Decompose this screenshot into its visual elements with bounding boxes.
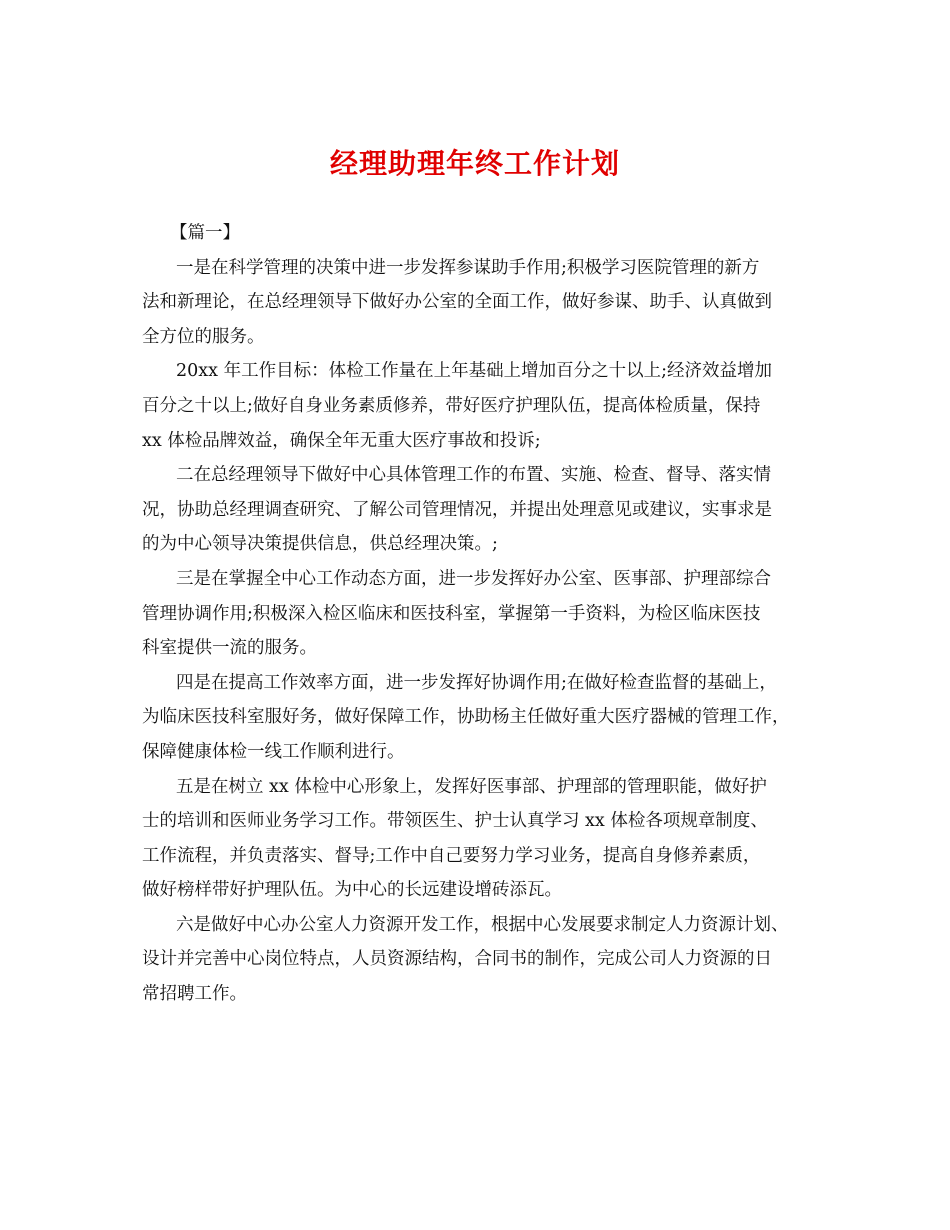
paragraph-line: 士的培训和医师业务学习工作。带领医生、护士认真学习 xx 体检各项规章制度、 (142, 811, 768, 832)
paragraph-line: 的为中心领导决策提供信息，供总经理决策。; (142, 534, 498, 555)
paragraph-line: 全方位的服务。 (142, 326, 265, 347)
paragraph-line: 百分之十以上;做好自身业务素质修养，带好医疗护理队伍，提高体检质量，保持 (142, 395, 761, 416)
paragraph-line: 设计并完善中心岗位特点，人员资源结构，合同书的制作，完成公司人力资源的日 (142, 949, 772, 970)
section-heading: 【篇一】 (170, 223, 240, 243)
paragraph-line: 保障健康体检一线工作顺利进行。 (142, 741, 405, 762)
paragraph-line: 工作流程，并负责落实、督导;工作中自己要努力学习业务，提高自身修养素质， (142, 845, 761, 866)
paragraph-line: 做好榜样带好护理队伍。为中心的长远建设增砖添瓦。 (142, 880, 562, 901)
paragraph-line: 四是在提高工作效率方面，进一步发挥好协调作用;在做好检查监督的基础上， (176, 672, 777, 693)
paragraph-line: 三是在掌握全中心工作动态方面，进一步发挥好办公室、医事部、护理部综合 (176, 568, 771, 589)
paragraph-line: 为临床医技科室服好务，做好保障工作，协助杨主任做好重大医疗器械的管理工作， (142, 707, 790, 728)
paragraph-line: 20xx 年工作目标：体检工作量在上年基础上增加百分之十以上;经济效益增加 (176, 361, 772, 382)
paragraph-line: 二在总经理领导下做好中心具体管理工作的布置、实施、检查、督导、落实情 (176, 465, 771, 486)
paragraph (142, 770, 822, 908)
paragraph (142, 562, 822, 666)
paragraph-line: xx 体检品牌效益，确保全年无重大医疗事故和投诉; (142, 430, 541, 451)
paragraph-line: 法和新理论，在总经理领导下做好办公室的全面工作，做好参谋、助手、认真做到 (142, 292, 772, 313)
paragraph-line: 常招聘工作。 (142, 984, 247, 1005)
paragraph-line: 科室提供一流的服务。 (142, 638, 317, 659)
paragraph-line: 六是做好中心办公室人力资源开发工作，根据中心发展要求制定人力资源计划、 (176, 914, 789, 935)
paragraph (142, 354, 822, 458)
paragraph-line: 五是在树立 xx 体检中心形象上，发挥好医事部、护理部的管理职能，做好护 (176, 776, 767, 797)
document-body (142, 216, 822, 1012)
paragraph-line: 管理协调作用;积极深入检区临床和医技科室，掌握第一手资料，为检区临床医技 (142, 603, 761, 624)
document-title: 经理助理年终工作计划 (329, 147, 620, 180)
paragraph (142, 908, 822, 1012)
paragraph-line: 况，协助总经理调查研究、了解公司管理情况，并提出处理意见或建议，实事求是 (142, 499, 772, 520)
paragraph (142, 458, 822, 562)
paragraph-line: 一是在科学管理的决策中进一步发挥参谋助手作用;积极学习医院管理的新方 (176, 257, 760, 278)
paragraph (142, 666, 822, 770)
paragraph (142, 251, 822, 355)
